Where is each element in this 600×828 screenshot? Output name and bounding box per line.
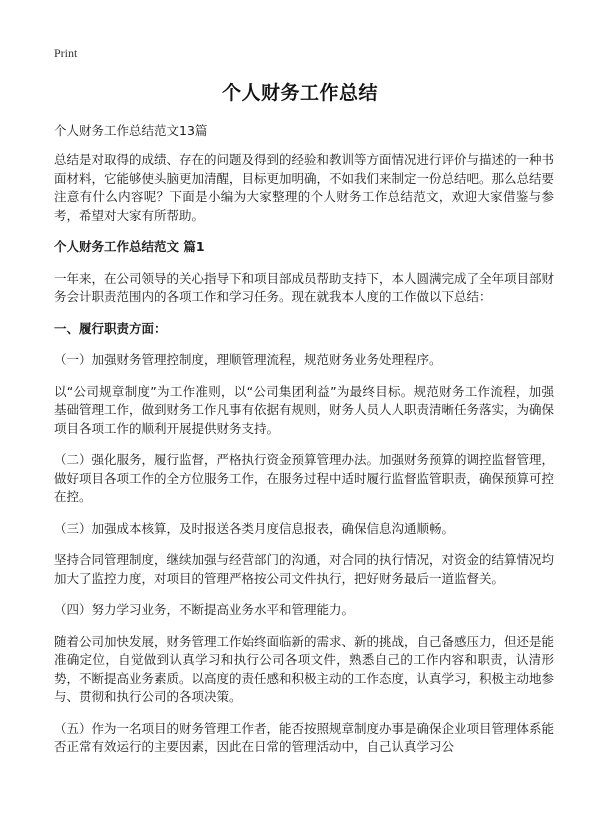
intro-paragraph: 总结是对取得的成绩、存在的问题及得到的经验和教训等方面情况进行评价与描述的一种书面材料，它能够使头脑更加清醒，目标更加明确，不如我们来制定一份总结吧。那么总结要注意有什么内容呢？下面是小编为大家整理的个人财务工作总结范文，欢迎大家借鉴与参考，希望对大家有所帮助。 <box>54 152 555 223</box>
print-label: Print <box>54 46 78 60</box>
document-body <box>54 122 554 770</box>
document-subtitle: 个人财务工作总结范文13篇 <box>54 123 208 138</box>
article-intro-paragraph: 一年来，在公司领导的关心指导下和项目部成员帮助支持下，本人圆满完成了全年项目部财务会计职责范围内的各项工作和学习任务。现在就我本人度的工作做以下总结： <box>54 270 555 304</box>
body-paragraph: （二）强化服务，履行监督，严格执行资金预算管理办法。加强财务预算的调控监督管理，做好项目各项工作的全方位服务工作，在服务过程中适时履行监督监管职责，确保预算可控在控。 <box>54 452 555 504</box>
body-paragraph: 以“公司规章制度”为工作准则，以“公司集团利益”为最终目标。规范财务工作流程，加强基础管理工作，做到财务工作凡事有依据有规则，财务人员人人职责清晰任务落实，为确保项目各项工作的顺利开展提供财务支持。 <box>54 383 555 436</box>
body-paragraph: 坚持合同管理制度，继续加强与经营部门的沟通，对合同的执行情况，对资金的结算情况均加大了监控力度，对项目的管理严格按公司文件执行，把好财务最后一道监督关。 <box>54 552 555 586</box>
body-paragraph: （一）加强财务管理控制度，理顺管理流程，规范财务业务处理程序。 <box>54 352 442 367</box>
body-paragraph: （三）加强成本核算，及时报送各类月度信息报表，确保信息沟通顺畅。 <box>54 520 455 536</box>
body-paragraph: （四）努力学习业务，不断提高业务水平和管理能力。 <box>54 602 355 617</box>
body-paragraph: 随着公司加快发展，财务管理工作始终面临新的需求、新的挑战，自己备感压力，但还是能准确定位，自觉做到认真学习和执行公司各项文件，熟悉自己的工作内容和职责，认清形势，不断提高业务素质。以高度的责任感和积极主动的工作态度，认真学习，积极主动地参与、贯彻和执行公司的各项决策。 <box>54 633 555 704</box>
article-heading: 个人财务工作总结范文 篇1 <box>54 239 205 254</box>
section-heading: 一、履行职责方面： <box>54 320 167 336</box>
body-paragraph: （五）作为一名项目的财务管理工作者，能否按照规章制度办事是确保企业项目管理体系能否正常有效运行的主要因素，因此在日常的管理活动中，自己认真学习公 <box>54 720 555 754</box>
document-title: 个人财务工作总结 <box>221 82 378 104</box>
